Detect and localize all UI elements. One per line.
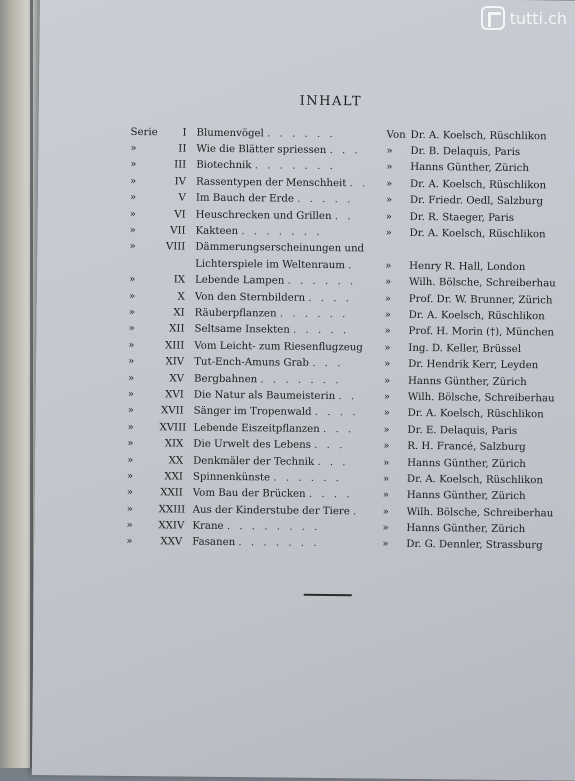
- series-prefix: »: [127, 438, 159, 449]
- topic-text: Die Natur als Baumeisterin: [194, 390, 335, 402]
- watermark-text: tutti.ch: [510, 9, 567, 28]
- by-marker: »: [383, 457, 407, 468]
- series-prefix: »: [128, 340, 160, 351]
- topic-text: Tut-Ench-Amuns Grab: [194, 357, 309, 369]
- by-marker: »: [384, 375, 408, 386]
- volume-number: XVI: [160, 389, 184, 400]
- volume-author: Dr. A. Koelsch, Rüschlikon: [408, 408, 568, 421]
- series-prefix: »: [128, 323, 160, 334]
- series-prefix: »: [129, 225, 161, 236]
- volume-number: III: [162, 160, 186, 171]
- series-prefix: »: [130, 192, 162, 203]
- leader-dots: . .: [335, 211, 354, 222]
- topic-text: Biotechnik: [196, 160, 251, 172]
- by-marker: »: [382, 523, 406, 534]
- leader-dots: . . . . . .: [280, 309, 349, 321]
- volume-number: VIII: [161, 242, 185, 253]
- by-marker: »: [384, 326, 408, 337]
- leader-dots: . . . . . .: [273, 472, 342, 484]
- volume-author: Dr. A. Koelsch, Rüschlikon: [410, 179, 570, 192]
- series-prefix: »: [129, 274, 161, 285]
- volume-author: Hanns Günther, Zürich: [406, 523, 566, 536]
- series-prefix: »: [126, 536, 158, 547]
- series-prefix: »: [128, 372, 160, 383]
- volume-topic: [193, 472, 383, 485]
- by-marker: »: [384, 392, 408, 403]
- volume-topic: [194, 324, 384, 337]
- volume-author: Henry R. Hall, London: [409, 261, 569, 274]
- volume-author: Hanns Günther, Zürich: [410, 162, 570, 175]
- volume-number: XI: [161, 307, 185, 318]
- by-marker: »: [385, 293, 409, 304]
- series-prefix: »: [128, 356, 160, 367]
- volume-topic: [195, 258, 385, 271]
- volume-topic: [196, 177, 386, 190]
- by-marker: »: [383, 441, 407, 452]
- topic-text: Lebende Lampen: [195, 275, 284, 287]
- by-marker: »: [386, 195, 410, 206]
- volume-number: XIX: [159, 438, 183, 449]
- volume-author: Dr. R. Staeger, Paris: [410, 212, 570, 225]
- by-marker: »: [383, 474, 407, 485]
- leader-dots: . . .: [323, 424, 354, 435]
- topic-text: Heuschrecken und Grillen: [196, 209, 332, 221]
- leader-dots: .: [348, 260, 354, 271]
- leader-dots: . . . .: [315, 407, 359, 418]
- topic-text: Lichterspiele im Weltenraum: [195, 258, 345, 271]
- topic-text: Die Urwelt des Lebens: [193, 439, 311, 451]
- volume-topic: [195, 226, 385, 239]
- leader-dots: . . . .: [308, 292, 352, 303]
- volume-topic: [193, 488, 383, 501]
- toc-row: [126, 534, 566, 555]
- leader-dots: .: [353, 506, 359, 517]
- leader-dots: . . .: [314, 440, 345, 451]
- leader-dots: . . . . . . .: [260, 374, 341, 386]
- leader-dots: . . . . . . .: [255, 161, 336, 173]
- topic-text: Krane: [192, 521, 223, 532]
- series-prefix: »: [129, 307, 161, 318]
- series-prefix: »: [127, 504, 159, 515]
- series-prefix: »: [130, 143, 162, 154]
- volume-number: XVII: [160, 406, 184, 417]
- volume-topic: [195, 291, 385, 304]
- volume-topic: [192, 521, 382, 534]
- volume-topic: [196, 193, 386, 206]
- volume-number: V: [162, 193, 186, 204]
- volume-topic: [197, 127, 387, 140]
- volume-topic: [195, 242, 385, 255]
- section-divider: [304, 594, 352, 596]
- volume-number: XXV: [158, 537, 182, 548]
- volume-topic: [195, 275, 385, 288]
- topic-text: Wie die Blätter spriessen: [196, 144, 326, 156]
- leader-dots: . . . . . . .: [238, 538, 319, 550]
- volume-author: Wilh. Bölsche, Schreiberhau: [407, 507, 567, 520]
- series-prefix: »: [128, 389, 160, 400]
- volume-author: Prof. Dr. W. Brunner, Zürich: [409, 293, 569, 306]
- series-prefix: »: [129, 291, 161, 302]
- volume-author: Dr. A. Koelsch, Rüschlikon: [409, 228, 569, 241]
- by-marker: »: [386, 162, 410, 173]
- volume-author: Dr. Friedr. Oedl, Salzburg: [410, 195, 570, 208]
- volume-author: Dr. A. Koelsch, Rüschlikon: [407, 474, 567, 487]
- volume-number: II: [162, 143, 186, 154]
- topic-text: Von den Sternbildern: [195, 291, 305, 303]
- volume-author: Wilh. Bölsche, Schreiberhau: [408, 392, 568, 405]
- volume-topic: [194, 357, 384, 370]
- by-marker: »: [385, 277, 409, 288]
- topic-text: Seltsame Insekten: [194, 324, 289, 336]
- leader-dots: . . . . .: [297, 194, 353, 206]
- leader-dots: . . .: [312, 358, 343, 369]
- by-marker: »: [385, 310, 409, 321]
- topic-text: Dämmerungserscheinungen und: [195, 242, 364, 255]
- by-marker: »: [384, 359, 408, 370]
- by-marker: Von: [386, 129, 410, 140]
- leader-dots: . . . . . .: [267, 128, 336, 140]
- volume-number: XXII: [159, 488, 183, 499]
- topic-text: Kakteen: [195, 226, 238, 237]
- series-prefix: »: [127, 422, 159, 433]
- topic-text: Räuberpflanzen: [195, 308, 277, 320]
- topic-text: Sänger im Tropenwald: [194, 406, 312, 418]
- volume-number: IV: [162, 176, 186, 187]
- book-page: [32, 0, 575, 781]
- volume-topic: [194, 340, 384, 353]
- volume-topic: [193, 504, 383, 517]
- volume-topic: [193, 439, 383, 452]
- volume-topic: [196, 144, 386, 157]
- topic-text: Rassentypen der Menschheit: [196, 177, 346, 190]
- volume-author: Dr. B. Delaquis, Paris: [410, 146, 570, 159]
- watermark: [481, 6, 567, 30]
- by-marker: »: [382, 539, 406, 550]
- volume-number: XIII: [160, 340, 184, 351]
- volume-number: IX: [161, 274, 185, 285]
- leader-dots: . . . . . . .: [241, 226, 322, 238]
- volume-topic: [196, 160, 386, 173]
- table-of-contents: [126, 124, 570, 555]
- leader-dots: . .: [350, 178, 369, 189]
- topic-text: Blumenvögel: [197, 127, 264, 139]
- volume-author: R. H. Francé, Salzburg: [407, 441, 567, 454]
- topic-text: Bergbahnen: [194, 373, 257, 385]
- volume-author: Dr. G. Dennler, Strassburg: [406, 539, 566, 552]
- volume-number: I: [163, 127, 187, 138]
- volume-author: Prof. H. Morin (†), München: [408, 326, 568, 339]
- volume-topic: [194, 373, 384, 386]
- volume-number: XII: [160, 324, 184, 335]
- leader-dots: . . . .: [309, 489, 353, 500]
- volume-topic: [196, 209, 386, 222]
- leader-dots: . . . . . . . .: [227, 521, 321, 533]
- leader-dots: . . . . .: [293, 325, 349, 337]
- by-marker: »: [383, 424, 407, 435]
- volume-author: [409, 250, 569, 252]
- volume-number: VII: [161, 225, 185, 236]
- by-marker: »: [386, 146, 410, 157]
- leader-dots: . . . . . .: [288, 276, 357, 288]
- leader-dots: . . .: [317, 456, 348, 467]
- volume-author: Dr. A. Koelsch, Rüschlikon: [410, 130, 570, 143]
- topic-text: Spinnenkünste: [193, 472, 270, 484]
- volume-topic: [193, 455, 383, 468]
- series-prefix: »: [127, 454, 159, 465]
- volume-topic: [194, 390, 384, 403]
- series-prefix: »: [130, 209, 162, 220]
- volume-number: VI: [162, 209, 186, 220]
- volume-number: XXIII: [159, 504, 183, 515]
- series-prefix: »: [127, 487, 159, 498]
- topic-text: Aus der Kinderstube der Tiere: [193, 504, 350, 517]
- volume-number: XIV: [160, 356, 184, 367]
- volume-author: Ing. D. Keller, Brüssel: [408, 343, 568, 356]
- volume-number: X: [161, 291, 185, 302]
- volume-author: Wilh. Bölsche, Schreiberhau: [409, 277, 569, 290]
- volume-topic: [193, 422, 383, 435]
- series-prefix: »: [129, 241, 161, 252]
- by-marker: »: [386, 211, 410, 222]
- volume-number: XV: [160, 373, 184, 384]
- volume-topic: [194, 406, 384, 419]
- by-marker: »: [384, 408, 408, 419]
- volume-author: Dr. Hendrik Kerr, Leyden: [408, 359, 568, 372]
- topic-text: Lebende Eiszeitpflanzen: [193, 422, 319, 434]
- volume-number: XX: [159, 455, 183, 466]
- volume-author: Hanns Günther, Zürich: [407, 490, 567, 503]
- series-prefix: »: [130, 159, 162, 170]
- topic-text: Vom Bau der Brücken: [193, 488, 306, 500]
- series-prefix: »: [127, 471, 159, 482]
- volume-number: XVIII: [159, 422, 183, 433]
- volume-topic: [195, 308, 385, 321]
- volume-author: Dr. E. Delaquis, Paris: [407, 425, 567, 438]
- series-prefix: Serie: [131, 127, 163, 138]
- series-prefix: »: [130, 176, 162, 187]
- volume-author: Hanns Günther, Zürich: [407, 457, 567, 470]
- tutti-logo-icon: [481, 6, 505, 30]
- by-marker: »: [386, 178, 410, 189]
- page-title: INHALT: [261, 93, 401, 109]
- series-prefix: »: [126, 520, 158, 531]
- by-marker: »: [385, 260, 409, 271]
- topic-text: Vom Leicht- zum Riesenflugzeug: [194, 340, 363, 353]
- topic-text: Fasanen: [192, 537, 235, 548]
- leader-dots: . . .: [330, 145, 361, 156]
- volume-number: XXI: [159, 471, 183, 482]
- by-marker: »: [383, 490, 407, 501]
- volume-topic: [192, 537, 382, 550]
- volume-number: XXIV: [158, 520, 182, 531]
- leader-dots: . .: [338, 391, 357, 402]
- topic-text: Denkmäler der Technik: [193, 455, 314, 467]
- by-marker: »: [383, 506, 407, 517]
- by-marker: »: [385, 228, 409, 239]
- volume-author: Hanns Günther, Zürich: [408, 375, 568, 388]
- topic-text: Im Bauch der Erde: [196, 193, 294, 205]
- by-marker: »: [384, 342, 408, 353]
- volume-author: Dr. A. Koelsch, Rüschlikon: [409, 310, 569, 323]
- series-prefix: »: [128, 405, 160, 416]
